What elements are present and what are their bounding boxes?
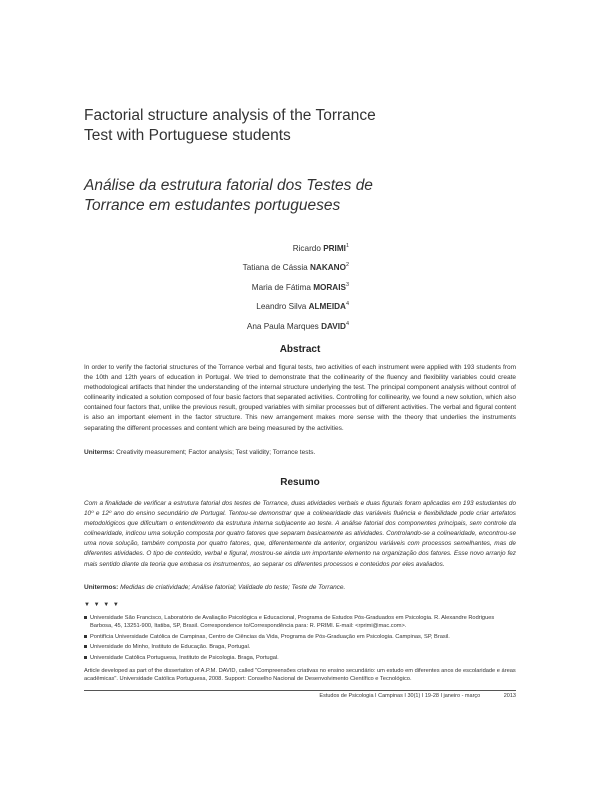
abstract-heading: Abstract	[279, 344, 321, 355]
author-affiliation: 4	[345, 301, 349, 308]
author	[243, 316, 349, 335]
footer-divider	[84, 690, 516, 691]
author-affiliation: 2	[345, 262, 349, 269]
bullet-icon	[84, 635, 87, 638]
author-last-name: MORAIS	[313, 282, 346, 292]
author-affiliation: 4	[345, 320, 349, 327]
author-first-name: Tatiana de Cássia	[242, 263, 308, 273]
author	[243, 238, 349, 257]
resumo-keywords	[84, 583, 516, 593]
title-portuguese-line-1: Análise da estrutura fatorial dos Testes de	[84, 177, 373, 194]
bullet-icon	[84, 645, 87, 648]
author-first-name: Leandro Silva	[256, 302, 307, 312]
author-last-name: DAVID	[321, 321, 346, 331]
footnote-item	[84, 633, 516, 642]
footnote-item	[84, 614, 516, 631]
footnote-item	[84, 643, 516, 652]
page-footer	[84, 693, 516, 699]
author-last-name: ALMEIDA	[308, 302, 346, 312]
resumo-heading: Resumo	[280, 477, 320, 488]
footnote-text: Pontifícia Universidade Católica de Campinas, Centro de Ciências da Vida, Programa de Pós-Graduação em Psicologia. Campinas, SP, Brasil.	[90, 633, 450, 640]
article-note: Article developed as part of the dissertation of A.P.M. DAVID, called "Compreensões criativas no ensino secundário: um estudo em diferentes anos de escolaridade e áreas acadêmicas". Universidade Católica Portuguesa, 2008. Support: Conselho Nacional de Desenvolvimento Científico e Tecnológico.	[84, 667, 516, 683]
author	[243, 296, 349, 315]
footnote-text: Universidade do Minho, Instituto de Educação. Braga, Portugal.	[90, 644, 251, 651]
author-last-name: PRIMI	[323, 244, 346, 253]
page-number: 2013	[503, 693, 516, 699]
author-affiliation: 3	[345, 281, 349, 288]
title-english	[84, 106, 504, 146]
abstract-keywords-label: Uniterms:	[84, 449, 115, 456]
footnotes	[84, 601, 516, 684]
author-affiliation: 1	[345, 243, 349, 249]
author-first-name: Maria de Fátima	[251, 282, 311, 292]
footnote-markers: ▼ ▼ ▼ ▼	[84, 602, 120, 608]
bullet-icon	[84, 656, 87, 659]
footnote-text: Universidade Católica Portuguesa, Instituto de Psicologia. Braga, Portugal.	[90, 654, 279, 661]
author	[243, 257, 349, 276]
author-first-name: Ana Paula Marques	[246, 321, 319, 331]
title-english-line-2: Test with Portuguese students	[84, 127, 291, 144]
resumo-text: Com a finalidade de verificar a estrutura fatorial dos testes de Torrance, duas atividades verbais e duas figurais foram aplicadas em 193 estudantes do 10º e 12º ano do ensino secundário de Portugal. Tentou-se demonstrar que a colinearidade das variáveis fluência e flexibilidade pode criar artefatos metodológicos que dificultam o entendimento da estrutura interna subjacente ao teste. A análise fatorial dos componentes principais, sem controle da colinearidade, indicou uma solução composta por quatro fatores que separam basicamente as atividades. Controlando-se a colinearidade, encontrou-se uma nova solução, também composta por quatro fatores, que, diferentemente da anterior, organizou variáveis com processos semelhantes, mas de diferentes atividades. O tipo de conteúdo, verbal e figural, mostrou-se ainda um importante elemento na organização dos fatores. Esse novo arranjo fez mais sentido diante da teoria que embasa os instrumentos, ao separar os diferentes processos e conteúdos por eles avaliados.	[84, 500, 516, 568]
author-first-name: Ricardo	[292, 244, 321, 253]
author	[243, 277, 349, 296]
abstract-keywords	[84, 448, 516, 458]
abstract-text: In order to verify the factorial structures of the Torrance verbal and figural tests, two activities of each instrument were applied with 193 students from the 10th and 12th years of education in Portugal. We tried to demonstrate that the collinearity of the fluency and flexibility variables could create methodological artifacts that hinder the understanding of the internal structure underlying the test. The principal component analysis without control of collinearity indicated a solution composed of four basic factors that separated activities. Controlling for collinearity, we found a new solution, which also contained four factors that, unlike the previous result, grouped variables with similar processes but of different activities. The verbal and figural content is also an important element in the factor structure. This new arrangement makes more sense with the theory that underlies the instruments separating the different processes and content which are being measured by the activities.	[84, 364, 516, 432]
title-english-line-1: Factorial structure analysis of the Torrance	[84, 107, 376, 124]
journal-citation: Estudos de Psicologia I Campinas I 30(1) I 19-28 I janeiro - março	[319, 693, 481, 699]
author-last-name: NAKANO	[310, 263, 346, 273]
abstract-keywords-text: Creativity measurement; Factor analysis; Test validity; Torrance tests.	[116, 449, 316, 456]
resumo-keywords-text: Medidas de criatividade; Análise fatorial; Validade do teste; Teste de Torrance.	[120, 584, 346, 591]
title-portuguese-line-2: Torrance em estudantes portugueses	[84, 197, 341, 214]
footnote-text: Universidade São Francisco, Laboratório de Avaliação Psicológica e Educacional, Programa de Estudos Pós-Graduados em Psicologia. R. Alexandre Rodrigues Barbosa, 45, 13251-900, Itatiba, SP, Brasil. Correspondence to/Correspondência para: R. PRIMI. E-mail: <rprimi@mac.com>.	[90, 614, 495, 630]
author-list	[243, 238, 349, 335]
footnote-item	[84, 654, 516, 663]
bullet-icon	[84, 616, 87, 619]
title-portuguese	[84, 176, 504, 216]
resumo-keywords-label: Unitermos:	[84, 584, 119, 591]
